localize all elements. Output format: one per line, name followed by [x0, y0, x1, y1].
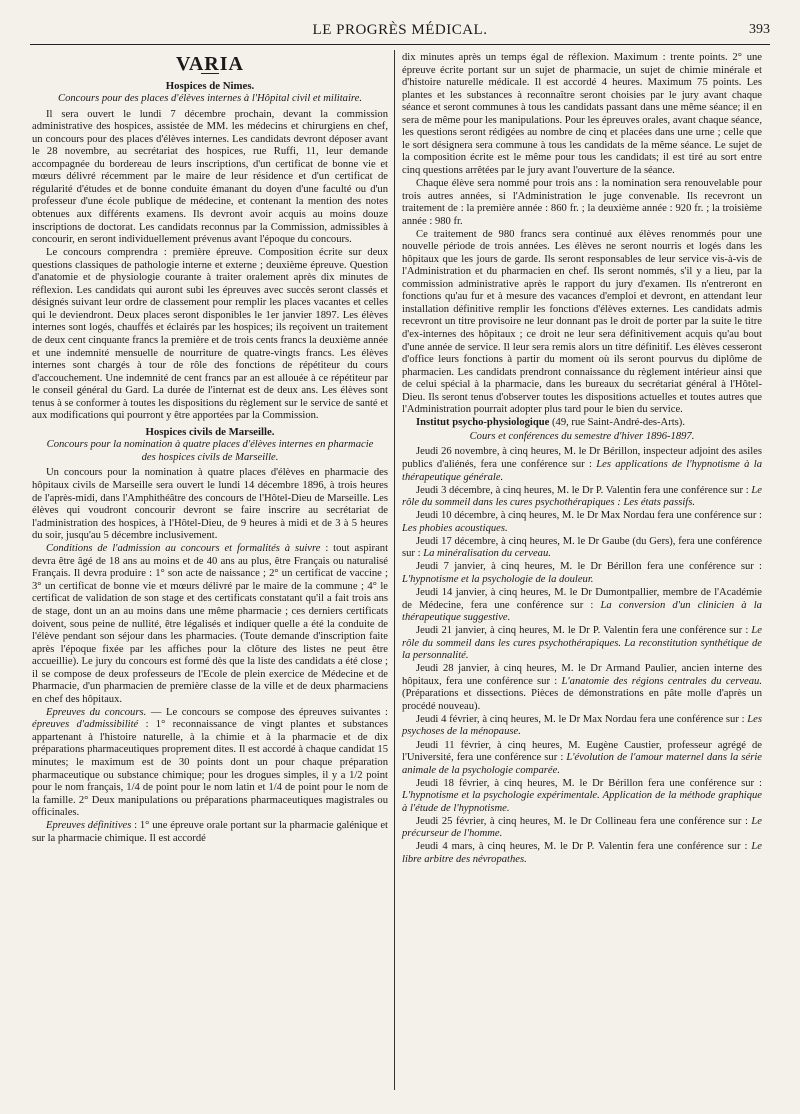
lecture-title: L'hypnotisme et la psychologie expérimentale. Application de la méthode graphique à l'étude de l'hypnotisme.	[402, 790, 762, 814]
lecture-date-speaker: Jeudi 25 février, à cinq heures, M. le Dr Collineau fera une conférence sur :	[416, 815, 752, 827]
lecture-item	[402, 625, 762, 663]
definitives-text: : 1° une épreuve orale portant sur la pharmacie galénique et sur la pharmacie chimique. Il est accordé	[32, 820, 389, 844]
lecture-title: Le précurseur de l'homme.	[402, 815, 762, 840]
lecture-date-speaker: Jeudi 10 décembre, à cinq heures, M. le Dr Max Nordau fera une conférence sur :	[416, 510, 762, 522]
nimes-title: Hospices de Nimes.	[165, 79, 255, 92]
lecture-item	[402, 663, 762, 713]
nimes-subtitle: Concours pour des places d'élèves internes à l'Hôpital civil et militaire.	[58, 93, 362, 105]
lecture-item	[402, 510, 762, 535]
admissibilite-text: : 1° reconnaissance de vingt plantes et substances appartenant à l'histoire naturelle, à la chimie et à la pharmacie et de dix préparations pharmaceutiques proprement dites. Il est accordé à chaque candidat 15 minutes; le maximum est de 30 points dont un pour chaque préparation pharmaceutique ou substance chimique; pour les drogues simples, il y a 1/2 point pour le nom français, 1/4 de point pour le nom latin et 1/4 de point pour le nom de la famille. 2° Deux manipulations ou préparations pharmaceutiques magistrales ou officinales.	[32, 719, 388, 819]
lecture-list	[402, 446, 762, 866]
right-column	[402, 52, 762, 867]
marseille-subtitle: Concours pour la nomination à quatre places d'élèves internes en pharmacie des hospices civils de Marseille.	[46, 439, 374, 463]
lecture-item	[402, 841, 762, 866]
right-paragraph-3: Ce traitement de 980 francs sera continué aux élèves renommés pour une nouvelle période de trois années. Les élèves ne seront nourris et logés dans les hôpitaux que les jours de garde. Ils seront responsables de leur service vis-à-vis de l'Administration et du pharmacien en chef. Ils seront nommés, s'il y a lieu, par la commission administrative après le rapport du jury d'examen. Ils n'entreront en fonctions qu'au fur et à mesure des vacances d'emploi et devront, en attendant leur installation définitive remplir les fonctions d'élèves externes. Les candidats admis recevront un titre provisoire ne leur donnant pas le droit de porter par la suite le titre d'ex-internes des hôpitaux ; ce droit ne leur sera définitivement acquis qu'au bout d'une année de service. Il leur sera remis alors un titre définitif. Les élèves cesseront d'office leurs fonctions à partir du moment où ils seront pourvus du diplôme de pharmacien. Les candidats prendront connaissance du règlement intérieur ainsi que de celui spécial à la pharmacie, dans les bureaux du secrétariat général à l'Hôtel-Dieu. Ils seront tenus d'observer toutes les dispositions actuelles et toutes autres que l'Administration pourrait adopter plus tard pour le bien du service.	[402, 228, 762, 416]
marseille-paragraph-2	[32, 543, 388, 706]
lecture-title: Les psychoses de la ménopause.	[402, 713, 762, 738]
lecture-item	[402, 587, 762, 625]
epreuves-heading: Epreuves du concours.	[46, 706, 147, 718]
marseille-paragraph-1: Un concours pour la nomination à quatre places d'élèves en pharmacie des hôpitaux civils de Marseille sera ouvert le lundi 14 décembre 1896, à trois heures de l'après-midi, dans l'Amphithéâtre des concours de l'Hôtel-Dieu de Marseille. Les élèves qui voudront concourir devront se faire inscrire au secrétariat de l'administration des hospices, à l'Hôtel-Dieu, de 9 heures à midi et de 3 à 5 heures du soir, jusqu'au 5 décembre inclusivement.	[32, 467, 388, 542]
lecture-item	[402, 536, 762, 561]
institut-address: (49, rue Saint-André-des-Arts).	[549, 417, 685, 429]
lecture-title: L'évolution de l'amour maternel dans la série animale de la psychologie comparée.	[402, 752, 762, 776]
lecture-title: La minéralisation du cerveau.	[423, 548, 551, 560]
lecture-title: Les applications de l'hypnotisme à la thérapeutique générale.	[402, 459, 762, 483]
lecture-date-speaker: Jeudi 7 janvier, à cinq heures, M. le Dr Bérillon fera une conférence sur :	[416, 561, 762, 573]
header-rule	[30, 44, 770, 45]
lecture-item	[402, 778, 762, 816]
lecture-title: L'anatomie des régions centrales du cerveau.	[561, 675, 763, 687]
lecture-date-speaker: Jeudi 21 janvier, à cinq heures, M. le Dr P. Valentin fera une conférence sur :	[416, 625, 752, 637]
lecture-item	[402, 446, 762, 484]
lecture-item	[402, 561, 762, 586]
page-header	[30, 22, 770, 42]
column-divider	[394, 50, 395, 1090]
running-title: LE PROGRÈS MÉDICAL.	[312, 22, 488, 38]
lecture-date-speaker: Jeudi 17 décembre, à cinq heures, M. le Dr Gaube (du Gers), fera une conférence sur :	[402, 535, 762, 560]
marseille-title: Hospices civils de Marseille.	[145, 425, 275, 438]
definitives-heading: Epreuves définitives	[46, 820, 132, 832]
lecture-date-speaker: Jeudi 11 février, à cinq heures, M. Eugène Caustier, professeur agrégé de l'Université, fera une conférence sur :	[402, 739, 762, 764]
lecture-date-speaker: Jeudi 3 décembre, à cinq heures, M. le Dr P. Valentin fera une conférence sur :	[416, 484, 752, 496]
institut-heading	[402, 417, 762, 430]
lecture-item	[402, 816, 762, 841]
lecture-date-speaker: Jeudi 26 novembre, à cinq heures, M. le Dr Bérillon, inspecteur adjoint des asiles publics d'aliénés, fera une conférence sur :	[402, 446, 762, 470]
lecture-title: La conversion d'un clinicien à la thérapeutique suggestive.	[402, 599, 762, 624]
lecture-date-speaker: Jeudi 4 mars, à cinq heures, M. le Dr P. Valentin fera une conférence sur :	[416, 841, 752, 853]
lecture-date-speaker: Jeudi 18 février, à cinq heures, M. le Dr Bérillon fera une conférence sur :	[416, 777, 762, 789]
nimes-paragraph-2: Le concours comprendra : première épreuve. Composition écrite sur deux questions classiques de pathologie interne et externe ; deuxième épreuve. Question d'anatomie et de physiologie courante à traiter oralement après dix minutes de réflexion. Les candidats qui auront subi les épreuves avec succès seront classés et désignés suivant leur ordre de classement pour remplir les places vacantes et celles qui le deviendront. Deux places seront disponibles le 1er janvier 1897. Les élèves internes sont logés, chauffés et éclairés par les hospices; ils reçoivent un traitement de deux cent cinquante francs la première et de trois cents francs la deuxième année et une indemnité mensuelle de nourriture de quatre-vingts francs. Les élèves internes sont chargés à tour de rôle des fonctions de répétiteur du cours d'accouchement. Une indemnité de cent francs par an est allouée à ce répétiteur par le conseil général du Gard. La durée de l'internat est de deux ans. Les élèves sont tenus à se conformer à toutes les dispositions du règlement sur le service de santé et aux modifications qui pourront y être apportées par la Commission.	[32, 247, 388, 422]
institut-name: Institut psycho-physiologique	[416, 417, 550, 429]
page-number: 393	[749, 22, 770, 37]
marseille-paragraph-3	[32, 707, 388, 820]
lecture-date-speaker: Jeudi 14 janvier, à cinq heures, M. le Dr Dumontpallier, membre de l'Académie de Médecine, fera une conférence sur :	[402, 586, 762, 611]
lecture-item	[402, 485, 762, 510]
section-title: VARIA	[176, 53, 244, 75]
lecture-title: L'hypnotisme et la psychologie de la douleur.	[402, 573, 594, 585]
lecture-note: (Préparations et dissections. Pièces de démonstrations en pâte molle d'après un procédé nouveau).	[402, 688, 762, 712]
lecture-title: Le libre arbitre des névropathes.	[402, 841, 762, 865]
left-column	[32, 52, 388, 846]
lecture-item	[402, 740, 762, 778]
lecture-date-speaker: Jeudi 4 février, à cinq heures, M. le Dr Max Nordau fera une conférence sur :	[416, 713, 748, 725]
admissibilite-heading: épreuves d'admissibilité	[32, 719, 139, 731]
lecture-date-speaker: Jeudi 28 janvier, à cinq heures, M. le Dr Armand Paulier, ancien interne des hôpitaux, fera une conférence sur :	[402, 663, 762, 687]
lecture-item	[402, 714, 762, 739]
conditions-heading: Conditions de l'admission au concours et formalités à suivre	[46, 543, 321, 555]
lecture-title: Les phobies acoustiques.	[402, 522, 508, 534]
right-paragraph-2: Chaque élève sera nommé pour trois ans : la nomination sera renouvelable pour trois autres années, si l'Administration le juge convenable. Ils recevront un traitement de : la première année : 860 fr. ; la deuxième année : 920 fr. ; la troisième année : 980 fr.	[402, 177, 762, 227]
continued-paragraph: dix minutes après un temps égal de réflexion. Maximum : trente points. 2° une épreuve écrite portant sur un sujet de pharmacie, un sujet de chimie minérale et d'histoire naturelle médicale. Il est accordé 4 heures. Maximum 75 points. Les plantes et les substances à reconnaître seront choisies par le jury avant chaque séance et seront communes à tous les candidats passant dans une même séance; il en sera de même pour les manipulations. Pour les épreuves orales, avant chaque séance, les questions seront rédigées au nombre de cinq et placées dans une urne ; celle que le sort désignera sera commune à tous les candidats de la même séance. Le sujet de la composition écrite est le même pour tous les candidats; il est tiré au sort entre cinq questions arrêtées par le jury avant l'ouverture de la séance.	[402, 52, 762, 176]
course-title: Cours et conférences du semestre d'hiver 1896-1897.	[469, 430, 695, 442]
lecture-title: Le rôle du sommeil dans les cures psychothérapiques. La reconstitution synthétique de la personnalité.	[402, 625, 762, 662]
lecture-title: Le rôle du sommeil dans les cures psychothérapiques : Les états passifs.	[402, 484, 762, 509]
epreuves-intro: — Le concours se compose des épreuves suivantes :	[146, 706, 388, 718]
nimes-paragraph-1: Il sera ouvert le lundi 7 décembre prochain, devant la commission administrative des hospices, assistée de MM. les médecins et chirurgiens en chef, un concours pour des places d'élèves internes. Les candidats devront déposer avant le 28 novembre, au secrétariat des hospices, rue Ruffi, 11, leur demande accompagnée du bordereau de leurs inscriptions, d'un certificat de bonne vie et mœurs délivré récemment par le maire de leur résidence et d'un certificat de régularité d'études et de bonne conduite émanant du doyen d'une faculté ou d'un professeur d'une école publique de médecine, et contenant la mention des notes obtenues aux différents examens. Ils devront avoir acquis au moins douze inscriptions de doctorat. Les candidats reconnus par la Commission, admissibles à concourir, en seront individuellement prévenus avant l'époque du concours.	[32, 108, 388, 246]
marseille-paragraph-4	[32, 820, 388, 845]
conditions-text: : tout aspirant devra être âgé de 18 ans au moins et de 40 ans au plus, être Français ou naturalisé Français. Il devra produire : 1° son acte de naissance ; 2° un certificat de vaccine ; 3° un certificat de bonne vie et mœurs délivré par le maire de la commune ; 4° le certificat de validation de son stage et des certificats constatant qu'il a fait trois ans de stage, dont un an au moins dans une même pharmacie ; ces derniers certificats doivent, sous peine de nullité, être légalisés et indiquer quelle a été la conduite de l'élève pendant son séjour dans les pharmacies. (Toute demande d'inscription faite après l'époque fixée par les affiches pour la clôture des listes ne peut être accueillie). Le jury du concours est formé dès que la liste des candidats a été close ; il se compose de deux professeurs de l'Ecole de plein exercice de Médecine et de Pharmacie, d'un pharmacien de première classe de la ville et de deux pharmaciens en chef des hôpitaux.	[32, 543, 389, 705]
